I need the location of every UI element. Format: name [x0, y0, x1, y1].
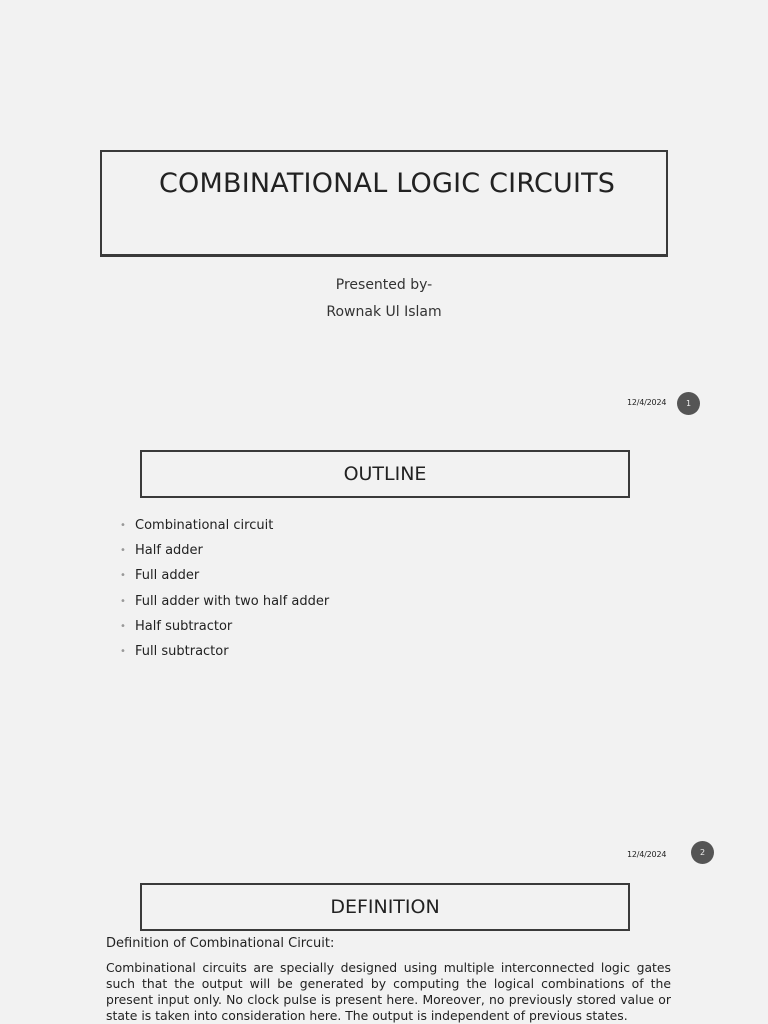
slide-number-badge: 1: [677, 392, 700, 415]
definition-body: Combinational circuits are specially designed using multiple interconnected logic gates such that the output will be generated by computing the logical combinations of the present input only. No clock pulse is present here. Moreover, no previously stored value or state is taken into consideration here. The output is independent of previous states.: [106, 960, 671, 1023]
list-item: [120, 538, 329, 563]
list-item: [120, 614, 329, 639]
slide-date: 12/4/2024: [627, 398, 667, 407]
presenter-name: Rownak Ul Islam: [326, 304, 442, 320]
title-box: [100, 150, 668, 257]
list-item: [120, 513, 329, 538]
list-item: [120, 564, 329, 589]
slide-number-badge: 2: [691, 841, 714, 864]
list-item-label: Combinational circuit: [135, 517, 274, 533]
slide-date: 12/4/2024: [627, 850, 667, 859]
bullet-icon: •: [120, 519, 126, 531]
bullet-icon: •: [120, 544, 126, 556]
definition-heading: DEFINITION: [140, 883, 630, 931]
bullet-icon: •: [120, 620, 126, 632]
list-item: [120, 589, 329, 614]
definition-subheading: Definition of Combinational Circuit:: [106, 936, 335, 951]
list-item-label: Full adder with two half adder: [135, 593, 330, 609]
presented-by-label: Presented by-: [335, 277, 433, 293]
list-item-label: Half adder: [135, 542, 203, 558]
list-item-label: Full subtractor: [135, 644, 229, 660]
outline-list: [120, 513, 329, 665]
list-item: [120, 639, 329, 664]
bullet-icon: •: [120, 646, 126, 658]
bullet-icon: •: [120, 595, 126, 607]
slide-title: COMBINATIONAL LOGIC CIRCUITS: [159, 168, 616, 199]
list-item-label: Full adder: [135, 568, 200, 584]
list-item-label: Half subtractor: [135, 618, 233, 634]
bullet-icon: •: [120, 570, 126, 582]
outline-heading: OUTLINE: [140, 450, 630, 498]
